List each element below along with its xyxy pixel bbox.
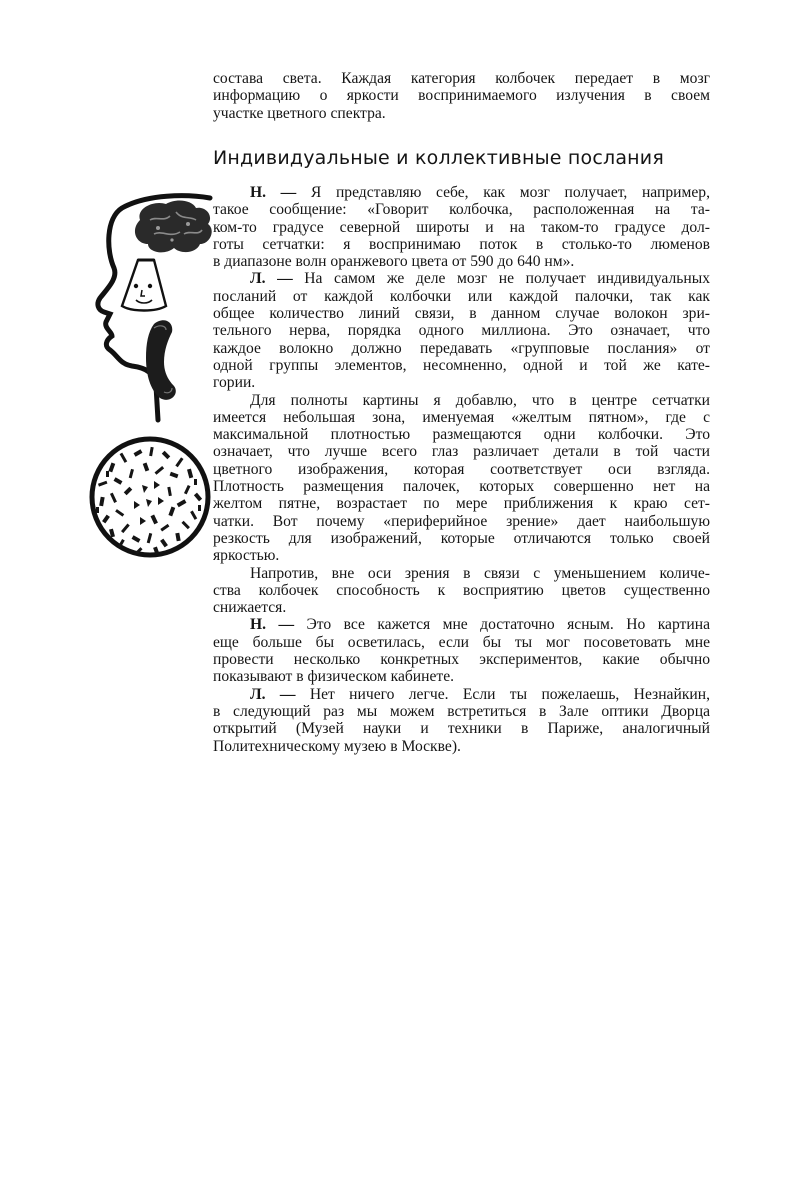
paragraph (213, 565, 710, 617)
section-title: Индивидуальные и коллективные послания (213, 147, 664, 169)
paragraph-line: ства колбочек способность к восприятию цветов существенно (213, 581, 710, 599)
line-text: Это все кажется мне достаточно ясным. Но картина (294, 616, 710, 634)
speaker-label: Л. — (250, 685, 296, 703)
intro-line: состава света. Каждая категория колбочек передает в мозг (213, 70, 710, 87)
paragraph-line: имеется небольшая зона, именуемая «желтым пятном», где с (213, 408, 710, 426)
paragraph-line: Для полноты картины я добавлю, что в центре сетчатки (250, 391, 710, 409)
paragraph-line: максимальной плотностью размещаются одни колбочки. Это (213, 426, 710, 444)
paragraph-line: провести несколько конкретных экспериментов, какие обычно (213, 651, 710, 669)
intro-line: информацию о яркости воспринимаемого излучения в своем (213, 87, 710, 105)
line-text: Нет ничего легче. Если ты пожелаешь, Незнайкин, (295, 685, 710, 703)
paragraph-line: одной группы элементов, несомненно, одной и той же кате- (213, 356, 710, 374)
paragraph-line: посланий от каждой колбочки или каждой палочки, так как (213, 287, 710, 305)
paragraph-line: Плотность размещения палочек, которых совершенно нет на (213, 478, 710, 496)
paragraph-line: означает, что лучше всего глаз различает детали в той части (213, 443, 710, 461)
head-profile-illustration-icon (92, 190, 227, 430)
paragraph-line: тельного нерва, порядка одного миллиона. Это означает, что (213, 322, 710, 340)
paragraph (213, 184, 710, 270)
paragraph-first-line (213, 184, 710, 201)
paragraph-line: такое сообщение: «Говорит колбочка, расположенная на та- (213, 201, 710, 219)
intro-text (213, 70, 710, 122)
paragraph-line: в следующий раз мы можем встретиться в Зале оптики Дворца (213, 702, 710, 720)
paragraph-line: в диапазоне волн оранжевого цвета от 590 до 640 нм». (213, 253, 575, 271)
retina-cells-illustration-icon (88, 435, 213, 560)
paragraph (213, 616, 710, 685)
speaker-label: Н. — (250, 616, 295, 634)
paragraph-line: общее количество линий связи, в данном случае волокон зри- (213, 305, 710, 323)
line-text: На самом же деле мозг не получает индивидуальных (292, 270, 710, 288)
paragraph-line: каждое волокно должно передавать «групповые послания» от (213, 339, 710, 357)
paragraph-first-line (213, 686, 710, 703)
paragraph-line: резкость для изображений, которые отличаются только своей (213, 529, 710, 547)
body-text (213, 184, 710, 755)
speaker-label: Н. — (250, 184, 297, 201)
paragraph (213, 270, 710, 391)
paragraph (213, 686, 710, 755)
paragraph-line: Политехническому музею в Москве). (213, 737, 461, 755)
speaker-label: Л. — (250, 270, 293, 288)
line-text: Я представляю себе, как мозг получает, например, (296, 184, 710, 201)
paragraph-line: еще больше бы осветилась, если бы ты мог посоветовать мне (213, 633, 710, 651)
intro-line: участке цветного спектра. (213, 104, 386, 122)
paragraph-line: гории. (213, 374, 256, 392)
paragraph-line: Напротив, вне оси зрения в связи с уменьшением количе- (250, 564, 710, 582)
paragraph-line: открытий (Музей науки и техники в Париже, аналогичный (213, 720, 710, 738)
paragraph-line: ком-то градусе северной широты и на таком-то градусе дол- (213, 218, 710, 236)
paragraph-first-line (213, 270, 710, 287)
paragraph-line: яркостью. (213, 547, 280, 565)
paragraph (213, 392, 710, 565)
paragraph-line: желтом пятне, возрастает по мере приближения к краю сет- (213, 495, 710, 513)
paragraph-line: показывают в физическом кабинете. (213, 668, 455, 686)
paragraph-line: готы сетчатки: я воспринимаю поток в столько-то люменов (213, 235, 710, 253)
paragraph-line: снижается. (213, 599, 287, 617)
paragraph-first-line (213, 616, 710, 633)
paragraph-line: цветного изображения, которая соответствует оси взгляда. (213, 460, 710, 478)
paragraph-line: чатки. Вот почему «периферийное зрение» дает наибольшую (213, 512, 710, 530)
